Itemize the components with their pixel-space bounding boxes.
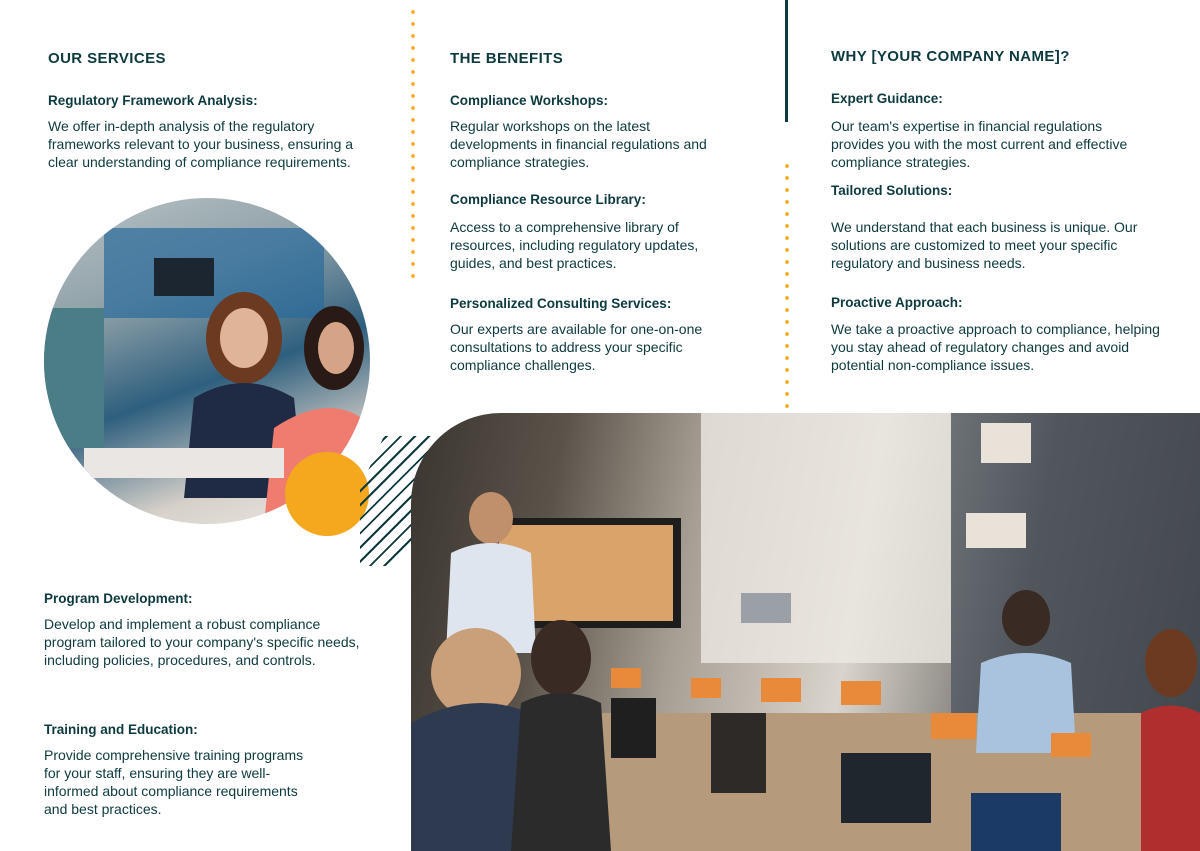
meeting-illustration xyxy=(411,413,1200,851)
why-title-proactive: Proactive Approach: xyxy=(831,295,963,310)
benefit-text-consulting: Our experts are available for one-on-one consultations to address your specific compliance challenges. xyxy=(450,321,703,373)
benefit-text-workshops: Regular workshops on the latest developments in financial regulations and compliance strategies. xyxy=(450,118,707,170)
service-title-regulatory: Regulatory Framework Analysis: xyxy=(48,93,258,108)
dotted-divider-left xyxy=(411,6,415,286)
benefit-text-library: Access to a comprehensive library of resources, including regulatory updates, guides, and best practices. xyxy=(450,219,699,271)
why-text-tailored: We understand that each business is unique. Our solutions are customized to meet your specific regulatory and business needs. xyxy=(831,219,1138,271)
vertical-rule xyxy=(785,0,788,122)
service-text-training: Provide comprehensive training programs for your staff, ensuring they are well-informed about compliance requirements and best practices. xyxy=(44,747,304,817)
orange-circle-accent xyxy=(285,452,369,536)
why-title-tailored: Tailored Solutions: xyxy=(831,183,953,198)
dotted-divider-right xyxy=(785,160,789,410)
why-title-guidance: Expert Guidance: xyxy=(831,91,943,106)
service-text-program: Develop and implement a robust compliance program tailored to your company's specific needs, including policies, procedures, and controls. xyxy=(44,616,360,668)
why-text-guidance: Our team's expertise in financial regulations provides you with the most current and effective compliance strategies. xyxy=(831,118,1128,170)
benefit-title-library: Compliance Resource Library: xyxy=(450,192,646,207)
meeting-photo xyxy=(411,413,1200,851)
benefits-heading: THE BENEFITS xyxy=(450,50,564,67)
service-text-regulatory: We offer in-depth analysis of the regulatory frameworks relevant to your business, ensuring a clear understanding of compliance requirements. xyxy=(48,118,354,170)
service-title-training: Training and Education: xyxy=(44,722,198,737)
benefit-title-consulting: Personalized Consulting Services: xyxy=(450,296,672,311)
why-text-proactive: We take a proactive approach to compliance, helping you stay ahead of regulatory changes and avoid potential non-compliance issues. xyxy=(831,321,1160,373)
services-heading: OUR SERVICES xyxy=(48,50,166,67)
service-title-program: Program Development: xyxy=(44,591,193,606)
benefit-title-workshops: Compliance Workshops: xyxy=(450,93,609,108)
why-heading: WHY [YOUR COMPANY NAME]? xyxy=(831,48,1070,65)
